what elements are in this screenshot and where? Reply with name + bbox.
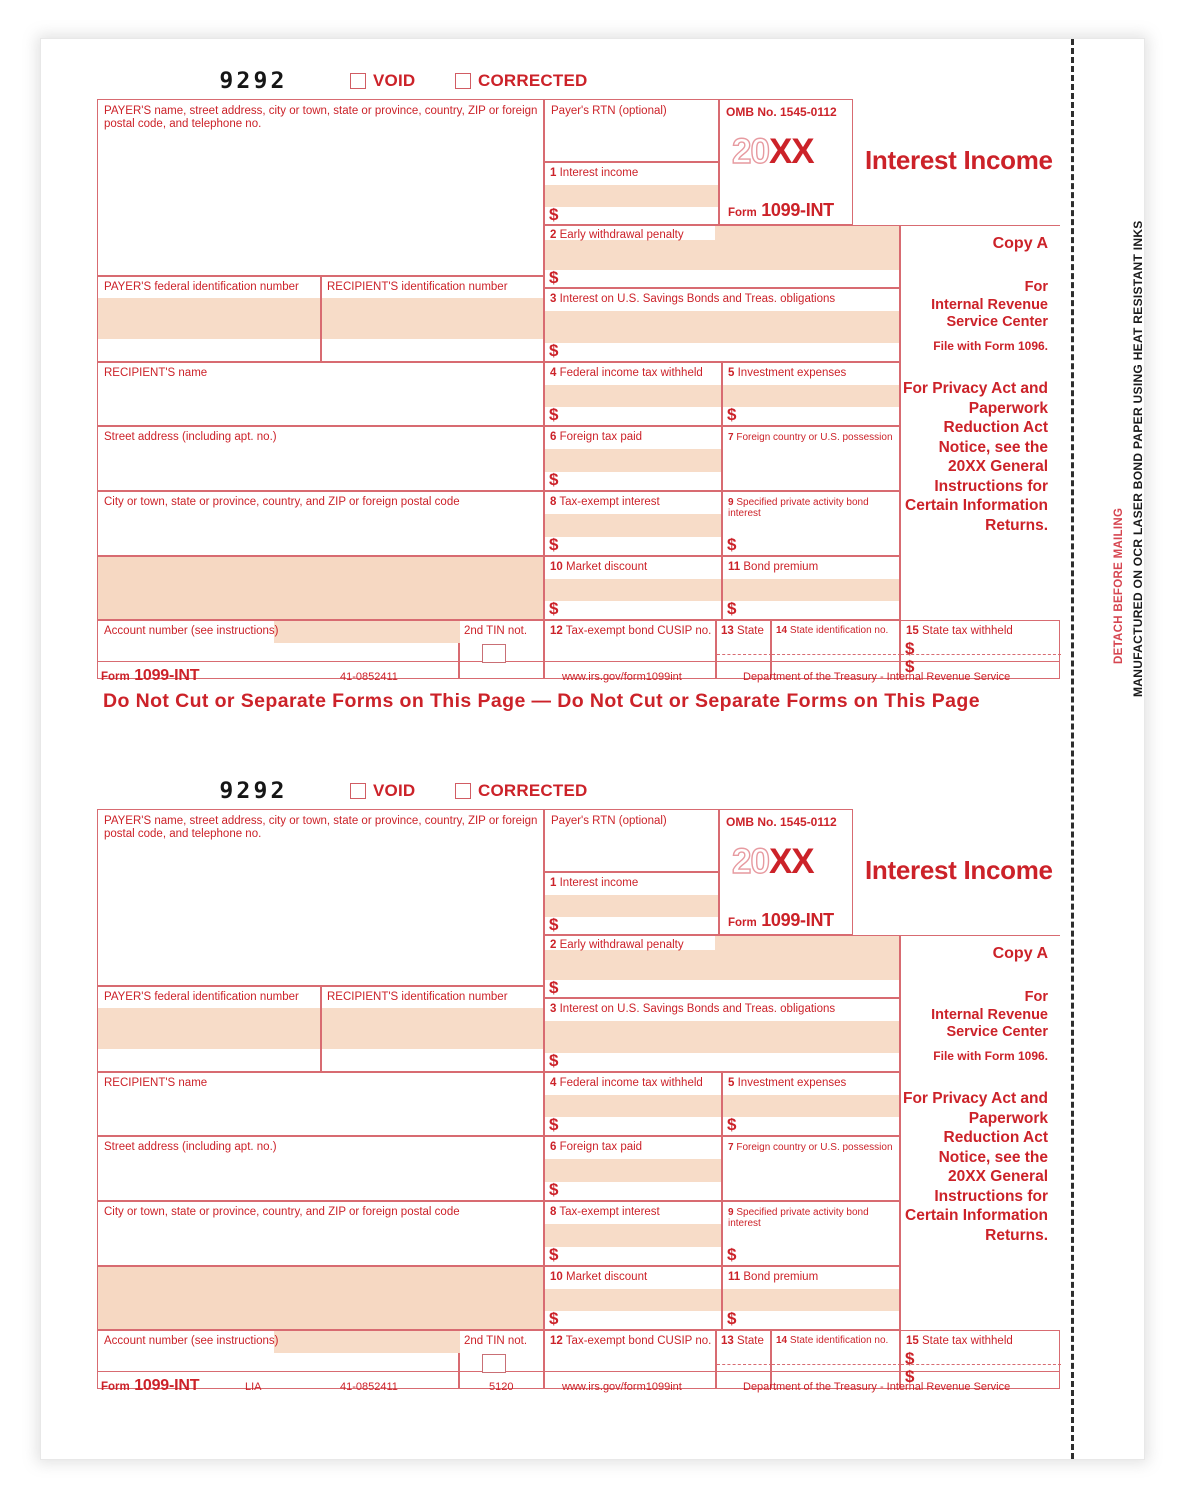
payer-name-label-2: PAYER'S name, street address, city or town, state or province, country, ZIP or foreign postal code, and telephone no.: [104, 815, 538, 840]
box-9-private-activity-bond[interactable]: [722, 491, 900, 556]
footer-form-number: Form 1099-INT: [101, 667, 200, 684]
privacy-act-notice: For Privacy Act and Paperwork Reduction Act Notice, see the 20XX General Instructions for Certain Information Returns.: [902, 380, 1048, 534]
box-10-label-2: 10 Market discount: [550, 1271, 648, 1283]
blank-shaded-box: [97, 556, 544, 620]
perforation-line: [1071, 39, 1074, 1459]
box-8-dollar: $: [549, 535, 559, 554]
payer-name-label: PAYER'S name, street address, city or town, state or province, country, ZIP or foreign postal code, and telephone no.: [104, 105, 538, 130]
box-6-dollar: $: [549, 470, 559, 489]
privacy-act-notice-2: For Privacy Act and Paperwork Reduction Act Notice, see the 20XX General Instructions for Certain Information Returns.: [902, 1090, 1048, 1244]
form-body: [97, 99, 1060, 676]
box-7-foreign-country[interactable]: [722, 426, 900, 491]
footer-url[interactable]: www.irs.gov/form1099int: [562, 671, 682, 683]
recipient-name-label: RECIPIENT'S name: [104, 367, 208, 379]
box-15-dollar-1: $: [905, 639, 915, 658]
form-title-2: Interest Income: [865, 855, 1053, 885]
box-7-foreign-country-2[interactable]: [722, 1136, 900, 1201]
form-1099-int-copy-2: [97, 779, 1060, 1430]
corrected-checkbox[interactable]: [455, 73, 471, 89]
box-11-dollar: $: [727, 599, 737, 618]
box-7-label: 7 Foreign country or U.S. possession: [728, 432, 893, 443]
box-6-foreign-tax-paid[interactable]: [544, 426, 722, 491]
box-5-dollar: $: [727, 405, 737, 424]
box-1-dollar: $: [549, 205, 559, 224]
box-1-interest-income[interactable]: [544, 162, 719, 225]
omb-number-2: OMB No. 1545-0112: [726, 815, 837, 829]
box-5-investment-expenses-2[interactable]: [722, 1072, 900, 1136]
form-topbar: [97, 69, 1060, 99]
city-line-box[interactable]: [97, 491, 544, 556]
box-14-label: 14 State identification no.: [776, 625, 889, 636]
box-6-dollar-2: $: [549, 1180, 559, 1199]
box-4-label-2: 4 Federal income tax withheld: [550, 1077, 703, 1089]
box-2-early-withdrawal[interactable]: [544, 225, 900, 288]
box-5-label-2: 5 Investment expenses: [728, 1077, 847, 1089]
box-13-label-2: 13 State: [721, 1335, 764, 1347]
form-number-header: Form 1099-INT: [728, 200, 834, 220]
payer-rtn-label-2: Payer's RTN (optional): [551, 815, 667, 827]
box-9-dollar-2: $: [727, 1245, 737, 1264]
box-2-dollar-2: $: [549, 978, 559, 997]
form-sheet: [40, 38, 1145, 1460]
box-15-dollar-2-2: $: [905, 1367, 915, 1386]
footer-product-no: 5120: [489, 1381, 514, 1393]
form-topbar-2: [97, 779, 1060, 809]
form-footer: [97, 664, 1060, 720]
box-8-label: 8 Tax-exempt interest: [550, 496, 660, 508]
for-irs-center-label-2: For Internal Revenue Service Center: [931, 989, 1048, 1040]
box-11-bond-premium[interactable]: [722, 556, 900, 620]
box-5-label: 5 Investment expenses: [728, 367, 847, 379]
right-margin-strip: [1081, 39, 1145, 1459]
box-8-label-2: 8 Tax-exempt interest: [550, 1206, 660, 1218]
omb-year-box-2: [719, 809, 853, 935]
box-4-dollar-2: $: [549, 1115, 559, 1134]
box-15-dollar-2: $: [905, 657, 915, 676]
box-8-dollar-2: $: [549, 1245, 559, 1264]
box-9-dollar: $: [727, 535, 737, 554]
box-10-dollar-2: $: [549, 1309, 559, 1328]
omb-number: OMB No. 1545-0112: [726, 105, 837, 119]
detach-before-mailing-label: DETACH BEFORE MAILING: [1113, 507, 1125, 664]
corrected-label: CORRECTED: [478, 71, 588, 90]
box-1-label-2: 1 Interest income: [550, 877, 639, 889]
payer-rtn-box-2[interactable]: [544, 809, 719, 872]
payer-name-box[interactable]: [97, 99, 544, 276]
footer-form-number-2: Form 1099-INT: [101, 1377, 200, 1394]
box-6-label-2: 6 Foreign tax paid: [550, 1141, 643, 1153]
city-line-label: City or town, state or province, country, and ZIP or foreign postal code: [104, 496, 460, 508]
payer-rtn-box[interactable]: [544, 99, 719, 162]
box-3-label: 3 Interest on U.S. Savings Bonds and Treas. obligations: [550, 293, 836, 305]
box-4-fed-tax-withheld-2[interactable]: [544, 1072, 722, 1136]
box-6-label: 6 Foreign tax paid: [550, 431, 643, 443]
box-15-label: 15 State tax withheld: [906, 625, 1013, 637]
form-footer-2: [97, 1374, 1060, 1430]
void-checkbox-group[interactable]: [350, 71, 415, 91]
corrected-checkbox-group[interactable]: [455, 71, 587, 91]
blank-shaded-box-2: [97, 1266, 544, 1330]
footer-url-2[interactable]: www.irs.gov/form1099int: [562, 1381, 682, 1393]
recipient-tin-box[interactable]: [321, 276, 544, 362]
corrected-label-2: CORRECTED: [478, 781, 588, 800]
box-9-label-2: 9 Specified private activity bond interest: [728, 1207, 869, 1230]
copy-a-label: Copy A: [992, 235, 1048, 252]
box-10-market-discount[interactable]: [544, 556, 722, 620]
payer-tin-box[interactable]: [97, 276, 321, 362]
box-7-label-2: 7 Foreign country or U.S. possession: [728, 1142, 893, 1153]
payer-tin-label-2: PAYER'S federal identification number: [104, 991, 299, 1003]
void-checkbox-2[interactable]: [350, 783, 366, 799]
box-1-dollar-2: $: [549, 915, 559, 934]
box-11-label: 11 Bond premium: [728, 561, 819, 573]
box-11-dollar-2: $: [727, 1309, 737, 1328]
box-5-dollar-2: $: [727, 1115, 737, 1134]
payer-tin-label: PAYER'S federal identification number: [104, 281, 299, 293]
box-13-label: 13 State: [721, 625, 764, 637]
footer-lia: LIA: [245, 1381, 262, 1393]
box-11-label-2: 11 Bond premium: [728, 1271, 819, 1283]
box-10-market-discount-2[interactable]: [544, 1266, 722, 1330]
recipient-name-box-2[interactable]: [97, 1072, 544, 1136]
box-8-tax-exempt-interest-2[interactable]: [544, 1201, 722, 1266]
for-irs-center-label: For Internal Revenue Service Center: [931, 279, 1048, 330]
recipient-tin-label-2: RECIPIENT'S identification number: [327, 991, 508, 1003]
tax-year: 20XX: [732, 132, 814, 171]
box-10-label: 10 Market discount: [550, 561, 648, 573]
box-2-label: 2 Early withdrawal penalty: [550, 229, 684, 241]
box-8-tax-exempt-interest[interactable]: [544, 491, 722, 556]
box-3-dollar-2: $: [549, 1051, 559, 1070]
box-10-dollar: $: [549, 599, 559, 618]
form-number-header-2: Form 1099-INT: [728, 910, 834, 930]
box-12-label-2: 12 Tax-exempt bond CUSIP no.: [550, 1335, 712, 1347]
catalog-code: 9292: [219, 69, 288, 94]
street-address-box-2[interactable]: [97, 1136, 544, 1201]
box-1-interest-income-2[interactable]: [544, 872, 719, 935]
copy-a-label-2: Copy A: [992, 945, 1048, 962]
second-tin-checkbox-2[interactable]: [482, 1354, 506, 1373]
do-not-cut-notice: Do Not Cut or Separate Forms on This Page — Do Not Cut or Separate Forms on This Page: [103, 690, 980, 712]
footer-cat-no-2: 41-0852411: [340, 1381, 398, 1393]
second-tin-label-2: 2nd TIN not.: [464, 1335, 528, 1347]
box-9-label: 9 Specified private activity bond interest: [728, 497, 869, 520]
void-label: VOID: [373, 71, 416, 90]
city-line-label-2: City or town, state or province, country, and ZIP or foreign postal code: [104, 1206, 460, 1218]
recipient-name-box[interactable]: [97, 362, 544, 426]
tax-year-2: 20XX: [732, 842, 814, 881]
footer-rule-2: [97, 1371, 1060, 1372]
box-4-label: 4 Federal income tax withheld: [550, 367, 703, 379]
footer-department-2: Department of the Treasury - Internal Revenue Service: [743, 1381, 1011, 1393]
street-address-box[interactable]: [97, 426, 544, 491]
box-2-label-2: 2 Early withdrawal penalty: [550, 939, 684, 951]
payer-tin-box-2[interactable]: [97, 986, 321, 1072]
file-with-1096-label: File with Form 1096.: [933, 339, 1048, 353]
payer-name-box-2[interactable]: [97, 809, 544, 986]
corrected-checkbox-group-2[interactable]: [455, 781, 587, 801]
footer-cat-no: 41-0852411: [340, 671, 398, 683]
void-checkbox[interactable]: [350, 73, 366, 89]
omb-year-box: [719, 99, 853, 225]
box-11-bond-premium-2[interactable]: [722, 1266, 900, 1330]
payer-rtn-label: Payer's RTN (optional): [551, 105, 667, 117]
box-1-label: 1 Interest income: [550, 167, 639, 179]
city-line-box-2[interactable]: [97, 1201, 544, 1266]
box-3-savings-bonds[interactable]: [544, 288, 900, 362]
file-with-1096-label-2: File with Form 1096.: [933, 1049, 1048, 1063]
box-4-dollar: $: [549, 405, 559, 424]
box-4-fed-tax-withheld[interactable]: [544, 362, 722, 426]
box-2-early-withdrawal-2[interactable]: [544, 935, 900, 998]
void-label-2: VOID: [373, 781, 416, 800]
footer-department: Department of the Treasury - Internal Revenue Service: [743, 671, 1011, 683]
account-number-label-2: Account number (see instructions): [104, 1335, 279, 1347]
form-body-2: [97, 809, 1060, 1386]
box-2-dollar: $: [549, 268, 559, 287]
corrected-checkbox-2[interactable]: [455, 783, 471, 799]
recipient-name-label-2: RECIPIENT'S name: [104, 1077, 208, 1089]
box-6-foreign-tax-paid-2[interactable]: [544, 1136, 722, 1201]
box-5-investment-expenses[interactable]: [722, 362, 900, 426]
second-tin-label: 2nd TIN not.: [464, 625, 528, 637]
street-address-label-2: Street address (including apt. no.): [104, 1141, 277, 1153]
box-15-dollar-1-2: $: [905, 1349, 915, 1368]
catalog-code-2: 9292: [219, 779, 288, 804]
box-15-label-2: 15 State tax withheld: [906, 1335, 1013, 1347]
footer-rule: [97, 661, 1060, 662]
recipient-tin-label: RECIPIENT'S identification number: [327, 281, 508, 293]
form-title: Interest Income: [865, 145, 1053, 175]
account-number-label: Account number (see instructions): [104, 625, 279, 637]
box-3-dollar: $: [549, 341, 559, 360]
box-9-private-activity-bond-2[interactable]: [722, 1201, 900, 1266]
manufactured-note-label: MANUFACTURED ON OCR LASER BOND PAPER USING HEAT RESISTANT INKS: [1131, 220, 1145, 697]
form-1099-int-copy-1: [97, 69, 1060, 720]
second-tin-checkbox[interactable]: [482, 644, 506, 663]
box-3-label-2: 3 Interest on U.S. Savings Bonds and Treas. obligations: [550, 1003, 836, 1015]
recipient-tin-box-2[interactable]: [321, 986, 544, 1072]
box-3-savings-bonds-2[interactable]: [544, 998, 900, 1072]
street-address-label: Street address (including apt. no.): [104, 431, 277, 443]
box-14-label-2: 14 State identification no.: [776, 1335, 889, 1346]
void-checkbox-group-2[interactable]: [350, 781, 415, 801]
box-12-label: 12 Tax-exempt bond CUSIP no.: [550, 625, 712, 637]
